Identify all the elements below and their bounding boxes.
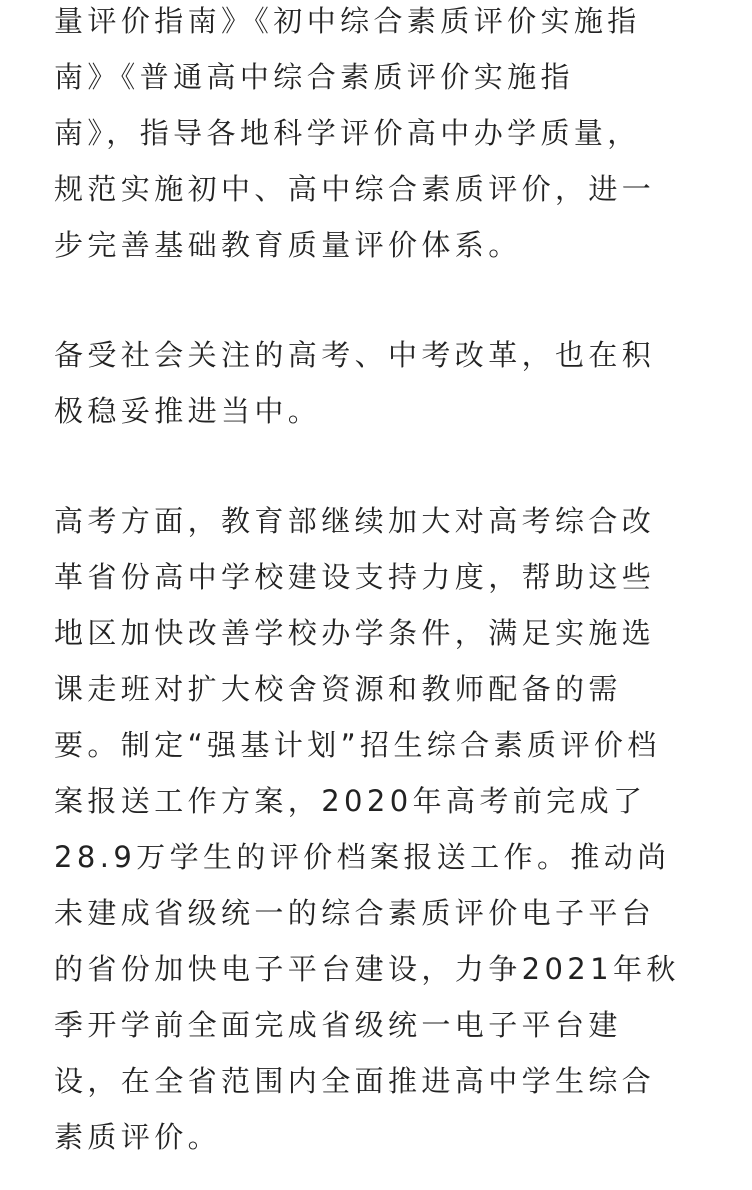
text-line: 革省份高中学校建设支持力度，帮助这些 bbox=[54, 560, 656, 594]
text-line: 南》，指导各地科学评价高中办学质量， bbox=[54, 116, 641, 150]
text-line: 课走班对扩大校舍资源和教师配备的需 bbox=[54, 672, 622, 706]
text-line: 案报送工作方案，2020年高考前完成了 bbox=[54, 784, 647, 818]
paragraph-spacer bbox=[54, 273, 696, 327]
text-line: 的省份加快电子平台建设，力争2021年秋 bbox=[54, 952, 680, 986]
text-line: 南》《普通高中综合素质评价实施指 bbox=[54, 60, 574, 94]
paragraph-spacer bbox=[54, 439, 696, 493]
text-line: 地区加快改善学校办学条件，满足实施选 bbox=[54, 616, 656, 650]
text-line: 规范实施初中、高中综合素质评价，进一 bbox=[54, 172, 656, 206]
text-line: 备受社会关注的高考、中考改革，也在积 bbox=[54, 338, 656, 372]
text-line: 28.9万学生的评价档案报送工作。推动尚 bbox=[54, 840, 671, 874]
text-line: 量评价指南》《初中综合素质评价实施指 bbox=[54, 4, 641, 38]
text-line: 极稳妥推进当中。 bbox=[54, 394, 322, 428]
paragraph-exam-reform bbox=[54, 327, 696, 439]
text-line: 素质评价。 bbox=[54, 1120, 222, 1154]
text-line: 季开学前全面完成省级统一电子平台建 bbox=[54, 1008, 622, 1042]
text-line: 要。制定“强基计划”招生综合素质评价档 bbox=[54, 728, 661, 762]
text-line: 高考方面，教育部继续加大对高考综合改 bbox=[54, 504, 656, 538]
text-line: 设，在全省范围内全面推进高中学生综合 bbox=[54, 1064, 656, 1098]
text-line: 未建成省级统一的综合素质评价电子平台 bbox=[54, 896, 656, 930]
paragraph-gaokao bbox=[54, 493, 696, 1165]
text-line: 步完善基础教育质量评价体系。 bbox=[54, 228, 522, 262]
paragraph-evaluation-guides bbox=[54, 0, 696, 273]
